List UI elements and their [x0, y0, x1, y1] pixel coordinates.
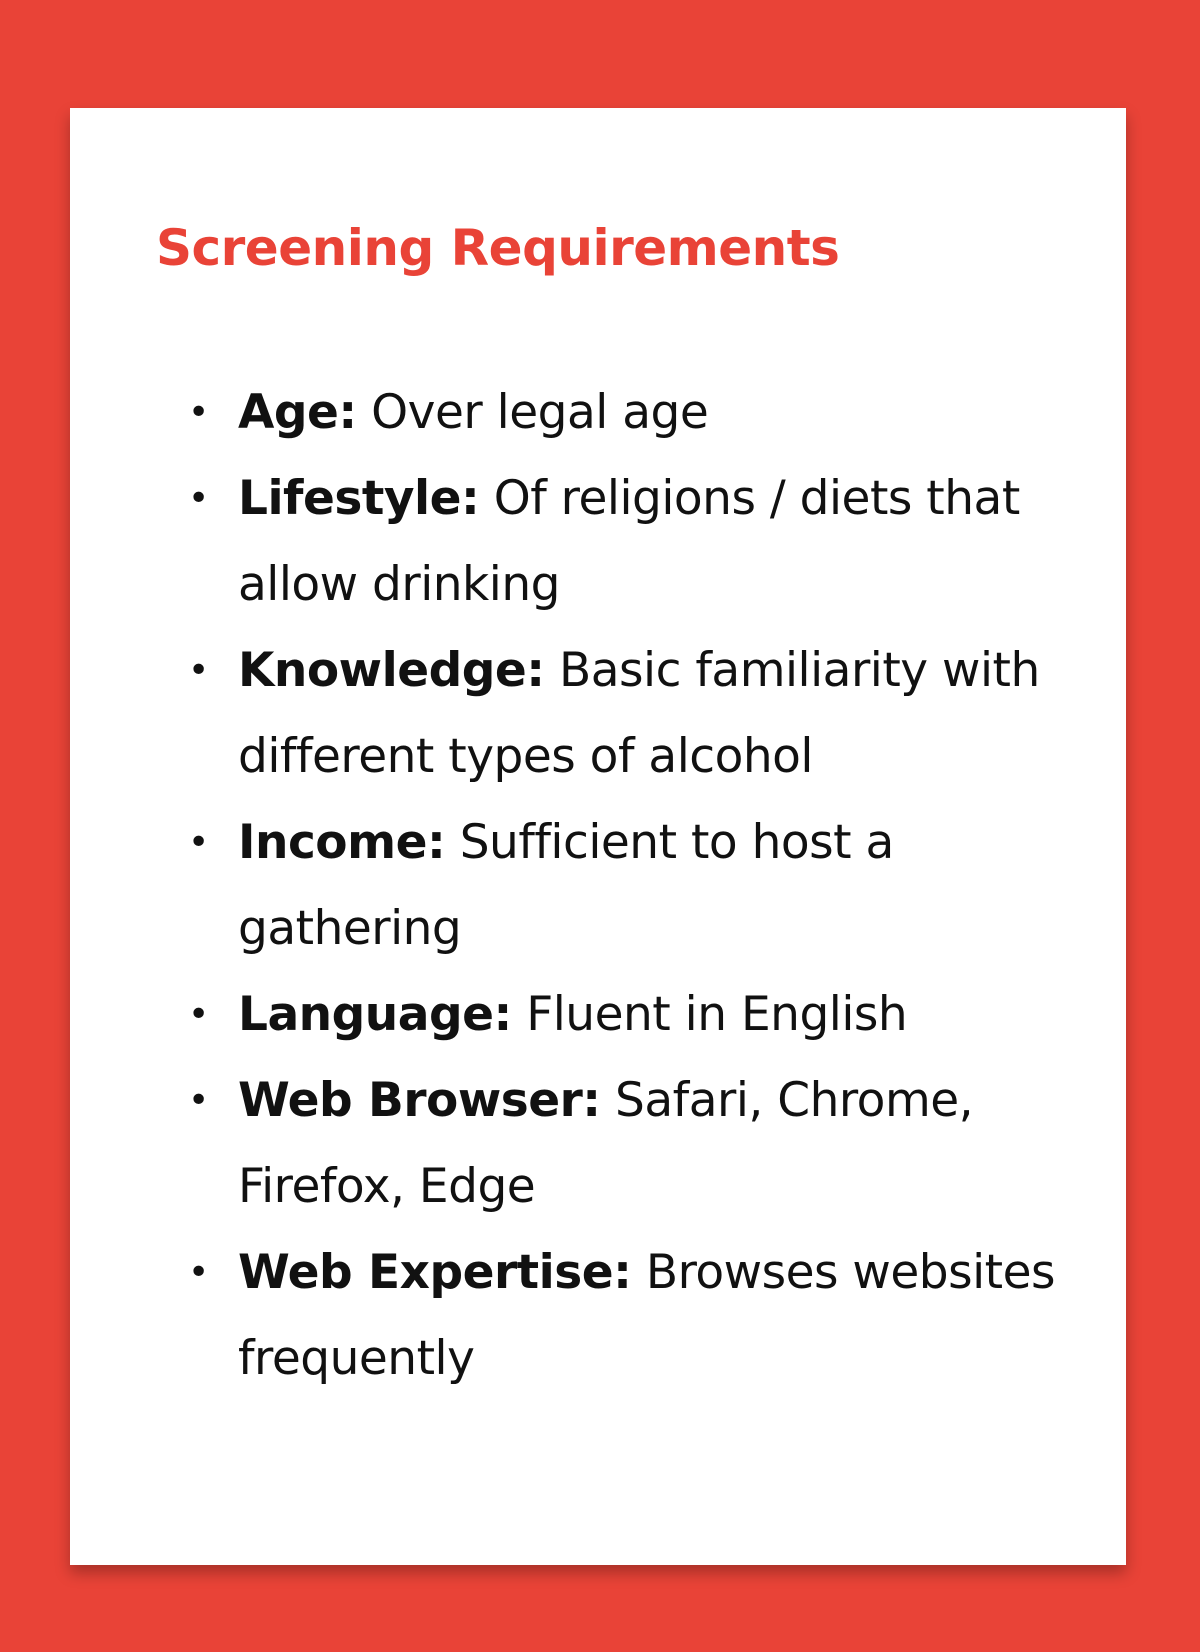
requirements-card	[70, 108, 1126, 1565]
requirement-text: Over legal age	[371, 385, 709, 440]
bullet-icon: •	[188, 822, 209, 863]
requirement-text: Fluent in English	[526, 987, 908, 1042]
requirement-label: Language:	[238, 987, 512, 1042]
bullet-icon: •	[188, 650, 209, 691]
requirement-item-web-browser	[70, 1058, 1126, 1230]
requirement-text: Safari, Chrome, Firefox, Edge	[238, 1073, 974, 1214]
requirement-item-lifestyle	[70, 456, 1126, 628]
requirement-item-knowledge	[70, 628, 1126, 800]
requirement-text: Sufficient to host a gathering	[238, 815, 894, 956]
bullet-icon: •	[188, 478, 209, 519]
requirement-label: Knowledge:	[238, 643, 545, 698]
requirement-item-income	[70, 800, 1126, 972]
requirements-list	[70, 370, 1126, 1402]
requirement-text: Of religions / diets that allow drinking	[238, 471, 1020, 612]
bullet-icon: •	[188, 392, 209, 433]
requirement-label: Web Expertise:	[238, 1245, 632, 1300]
requirement-label: Age:	[238, 385, 357, 440]
bullet-icon: •	[188, 994, 209, 1035]
requirement-label: Web Browser:	[238, 1073, 601, 1128]
bullet-icon: •	[188, 1252, 209, 1293]
page-title: Screening Requirements	[156, 219, 840, 277]
requirement-item-age	[70, 370, 1126, 456]
bullet-icon: •	[188, 1080, 209, 1121]
requirement-item-web-expertise	[70, 1230, 1126, 1402]
requirement-item-language	[70, 972, 1126, 1058]
requirement-text: Basic familiarity with different types of alcohol	[238, 643, 1040, 784]
requirement-label: Lifestyle:	[238, 471, 480, 526]
requirement-text: Browses websites frequently	[238, 1245, 1055, 1386]
requirement-label: Income:	[238, 815, 446, 870]
